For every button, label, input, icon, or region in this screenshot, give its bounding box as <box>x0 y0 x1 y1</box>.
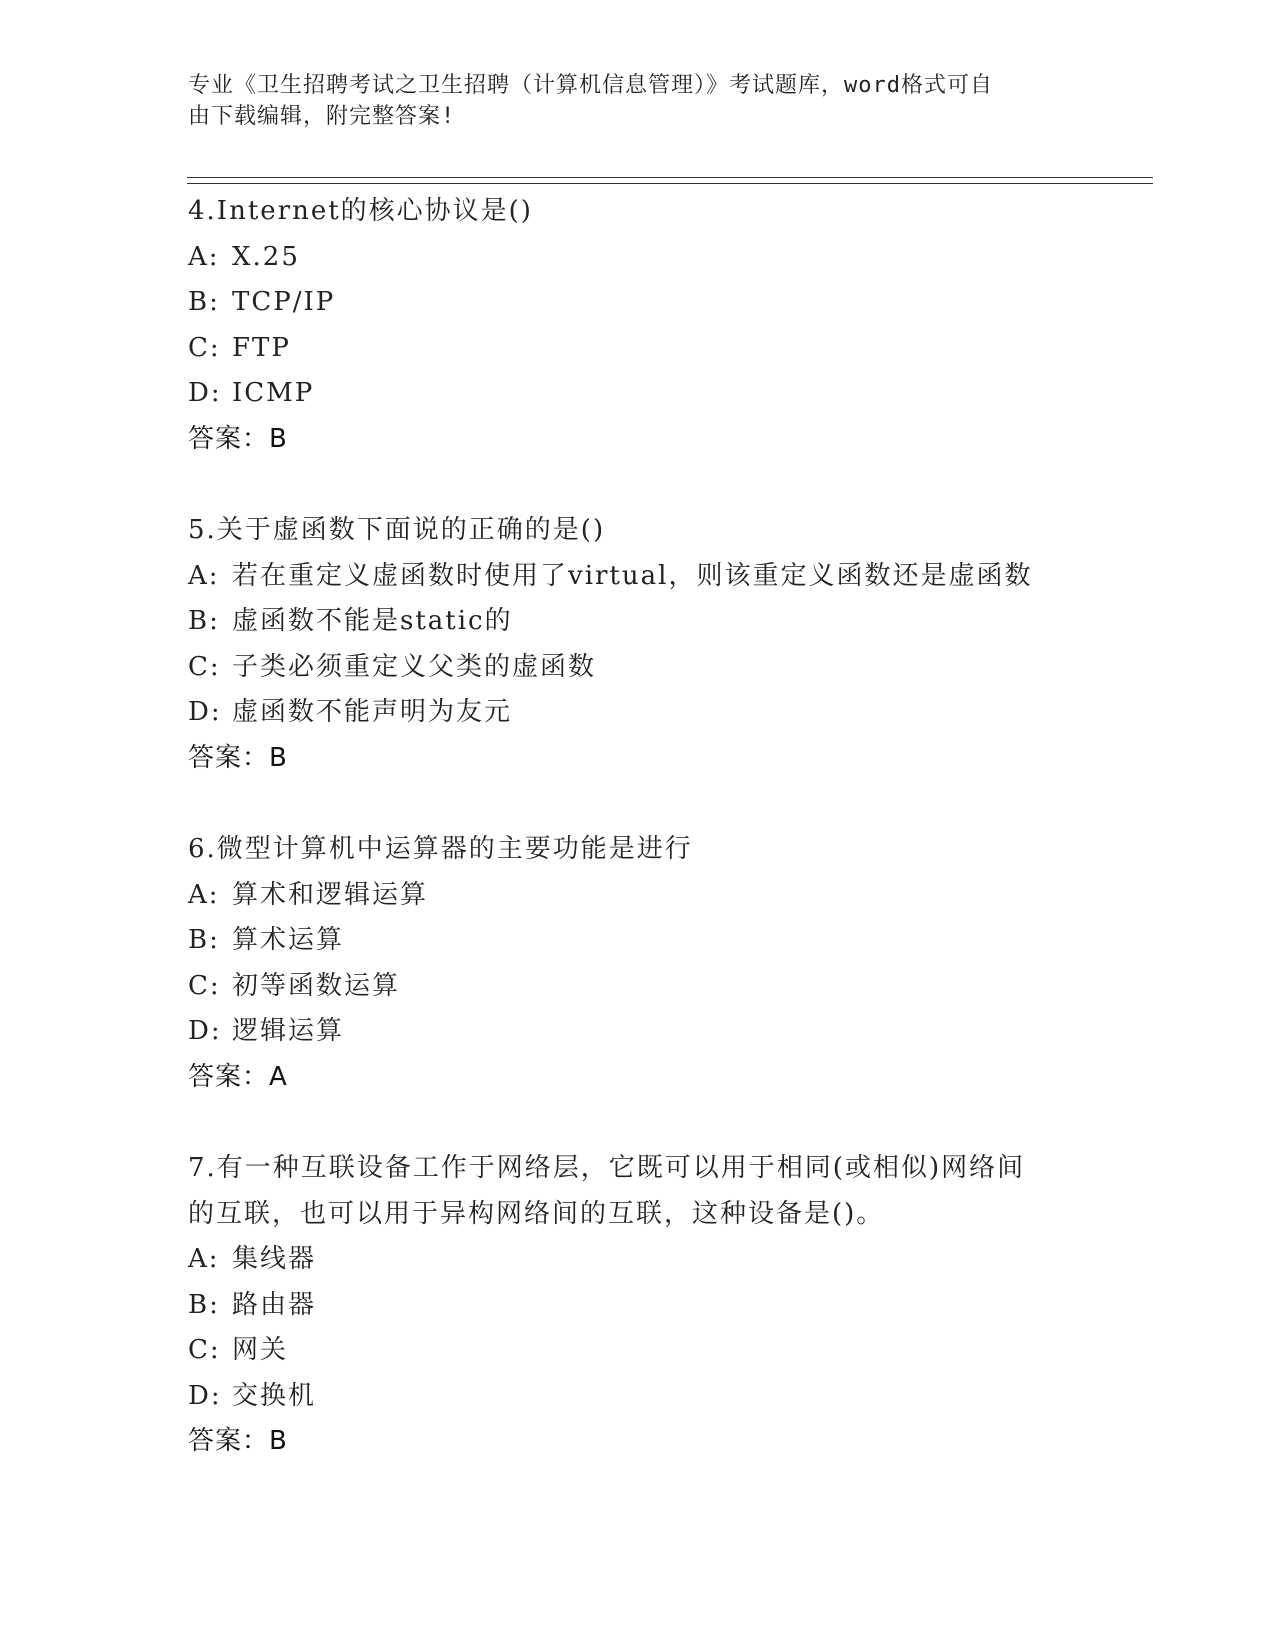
option-c <box>188 1328 1088 1374</box>
question-stem: 5.关于虚函数下面说的正确的是() <box>188 515 606 545</box>
option-letter: C: <box>188 332 221 363</box>
question-7 <box>188 1146 1088 1465</box>
question-list <box>188 189 1088 1511</box>
option-b <box>188 1283 1088 1329</box>
answer-label: 答案：A <box>188 1061 288 1092</box>
option-letter: C: <box>188 1335 221 1365</box>
option-d <box>188 1374 1088 1420</box>
option-b <box>188 918 1088 964</box>
document-header <box>188 70 1068 132</box>
option-letter: D: <box>188 378 222 408</box>
option-letter: B: <box>188 287 220 317</box>
option-text: X.25 <box>232 241 300 272</box>
header-divider-top <box>187 177 1153 178</box>
option-text: 逻辑运算 <box>232 1016 345 1046</box>
option-text: ICMP <box>232 378 315 408</box>
option-text: 子类必须重定义父类的虚函数 <box>232 651 597 682</box>
option-letter: B: <box>188 606 220 636</box>
option-a <box>188 873 1088 919</box>
option-d <box>188 690 1088 736</box>
option-b <box>188 599 1088 645</box>
option-letter: B: <box>188 1289 220 1320</box>
option-a <box>188 554 1088 600</box>
question-stem-line-1: 7.有一种互联设备工作于网络层，它既可以用于相同(或相似)网络间 <box>188 1153 1026 1183</box>
option-letter: A: <box>188 241 220 272</box>
option-text: FTP <box>232 332 291 363</box>
answer-label: 答案：B <box>188 423 288 454</box>
question-5 <box>188 508 1088 781</box>
option-text: 集线器 <box>232 1244 317 1274</box>
option-a <box>188 1237 1088 1283</box>
option-text: 路由器 <box>232 1289 317 1320</box>
header-line-2: 由下载编辑，附完整答案! <box>188 104 456 129</box>
option-c <box>188 645 1088 691</box>
header-line-1: 专业《卫生招聘考试之卫生招聘（计算机信息管理）》考试题库，word格式可自 <box>188 73 993 98</box>
option-text: TCP/IP <box>232 287 336 317</box>
option-text: 若在重定义虚函数时使用了virtual，则该重定义函数还是虚函数 <box>232 560 1033 591</box>
option-text: 虚函数不能声明为友元 <box>232 697 513 727</box>
option-text: 交换机 <box>232 1380 317 1411</box>
option-letter: B: <box>188 925 220 955</box>
option-letter: C: <box>188 651 221 682</box>
option-text: 算术和逻辑运算 <box>232 879 429 910</box>
option-a <box>188 235 1088 281</box>
option-letter: D: <box>188 1380 222 1411</box>
option-text: 算术运算 <box>232 925 345 955</box>
option-letter: A: <box>188 879 220 910</box>
option-letter: D: <box>188 1016 222 1046</box>
option-d <box>188 371 1088 417</box>
option-d <box>188 1009 1088 1055</box>
option-letter: D: <box>188 697 222 727</box>
question-6 <box>188 827 1088 1100</box>
option-text: 虚函数不能是static的 <box>232 606 513 636</box>
option-text: 网关 <box>232 1335 289 1365</box>
option-text: 初等函数运算 <box>232 970 401 1001</box>
question-stem-line-2: 的互联，也可以用于异构网络间的互联，这种设备是()。 <box>188 1198 885 1229</box>
option-c <box>188 326 1088 372</box>
option-c <box>188 964 1088 1010</box>
question-4 <box>188 189 1088 462</box>
option-letter: C: <box>188 970 221 1001</box>
option-b <box>188 280 1088 326</box>
header-divider-bottom <box>187 183 1153 184</box>
option-letter: A: <box>188 560 220 591</box>
question-stem: 4.Internet的核心协议是() <box>188 196 533 226</box>
answer-label: 答案：B <box>188 742 288 773</box>
question-stem: 6.微型计算机中运算器的主要功能是进行 <box>188 834 693 864</box>
option-letter: A: <box>188 1244 220 1274</box>
answer-label: 答案：B <box>188 1426 288 1456</box>
